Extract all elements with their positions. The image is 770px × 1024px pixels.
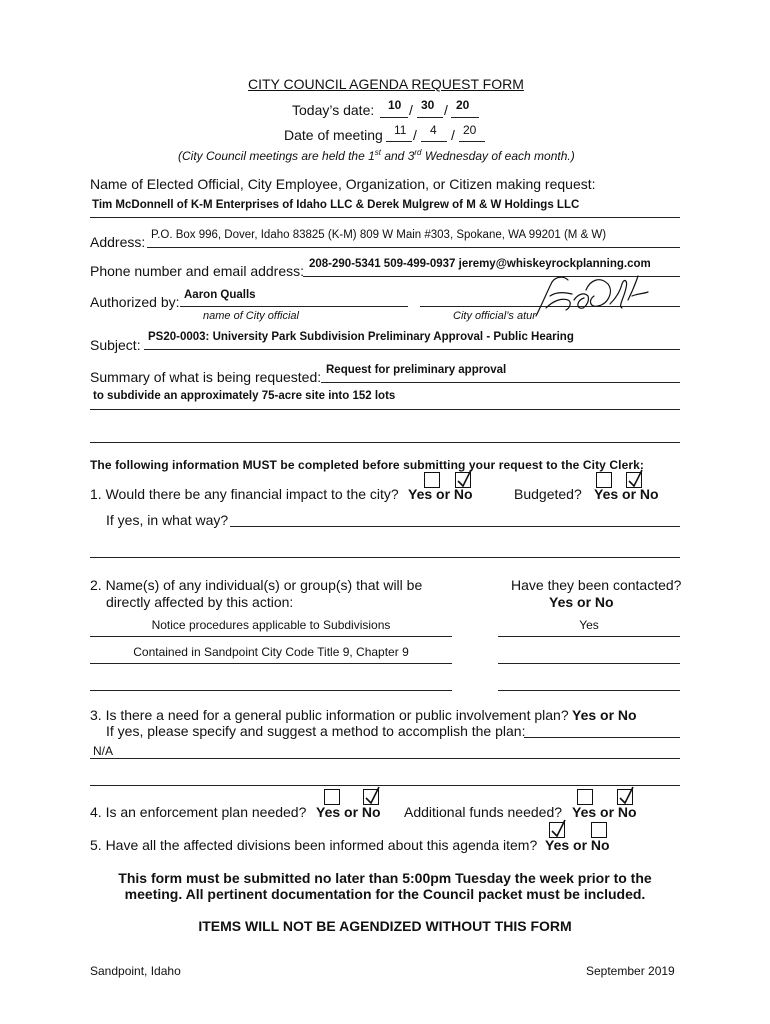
meeting-date-label: Date of meeting (284, 127, 383, 143)
q2-value-2: Contained in Sandpoint City Code Title 9, Chapter 9 (133, 645, 409, 659)
funds-yes-checkbox[interactable] (577, 789, 593, 805)
summary-value-2: to subdivide an approximately 75-acre site into 152 lots (93, 390, 396, 402)
official-signature-caption: City official’s atur (453, 310, 536, 322)
contacted-line-3[interactable] (498, 690, 680, 691)
meeting-day-line[interactable] (421, 141, 447, 142)
subject-label: Subject: (90, 337, 141, 353)
subject-value: PS20-0003: University Park Subdivision Preliminary Approval - Public Hearing (148, 331, 574, 343)
q1-yes-or-no: Yes or No (408, 486, 473, 502)
requester-line[interactable] (90, 217, 680, 218)
subject-line[interactable] (144, 349, 680, 350)
deadline-line-1: This form must be submitted no later than 5:00pm Tuesday the week prior to the (118, 870, 652, 886)
q3-line-3[interactable] (90, 785, 680, 786)
address-label: Address: (90, 234, 146, 250)
q4-yes-checkbox[interactable] (324, 789, 340, 805)
summary-line-3[interactable] (90, 442, 680, 443)
q2-question-line2: directly affected by this action: (106, 594, 294, 610)
summary-label: Summary of what is being requested: (90, 369, 322, 385)
meeting-day-value: 4 (430, 123, 437, 137)
q3-question-line1: 3. Is there a need for a general public information or public involvement plan? (90, 707, 569, 723)
q1-ifyes-label: If yes, in what way? (106, 512, 229, 528)
q4-yes-or-no: Yes or No (316, 804, 381, 820)
todays-year-value: 20 (456, 98, 470, 112)
q2-line-1[interactable] (90, 636, 452, 637)
meeting-month-value: 11 (394, 123, 407, 137)
funds-yes-or-no: Yes or No (572, 804, 637, 820)
todays-day-value: 30 (421, 98, 435, 112)
summary-value-1: Request for preliminary approval (326, 364, 507, 376)
date-slash: / (409, 102, 413, 118)
q3-question-line2: If yes, please specify and suggest a method to accomplish the plan: (106, 723, 526, 739)
todays-month-line[interactable] (380, 117, 408, 118)
meeting-year-line[interactable] (459, 141, 485, 142)
form-title: CITY COUNCIL AGENDA REQUEST FORM (248, 76, 524, 92)
footer-location: Sandpoint, Idaho (90, 964, 181, 978)
meeting-note: (City Council meetings are held the 1st and 3rd Wednesday of each month.) (178, 148, 575, 163)
todays-year-line[interactable] (451, 117, 479, 118)
deadline-line-2: meeting. All pertinent documentation for the Council packet must be included. (124, 886, 646, 902)
q4-no-checkbox[interactable] (363, 789, 379, 805)
warning-notice: ITEMS WILL NOT BE AGENDIZED WITHOUT THIS FORM (198, 918, 572, 934)
date-slash: / (444, 102, 448, 118)
q5-no-checkbox[interactable] (591, 822, 607, 838)
date-slash: / (451, 127, 455, 143)
q5-question: 5. Have all the affected divisions been informed about this agenda item? (90, 837, 538, 853)
address-value: P.O. Box 996, Dover, Idaho 83825 (K-M) 809 W Main #303, Spokane, WA 99201 (M & W) (151, 229, 607, 241)
footer-date: September 2019 (586, 964, 675, 978)
contacted-line-1[interactable] (498, 636, 680, 637)
contacted-value: Yes (579, 618, 599, 632)
q2-line-2[interactable] (90, 663, 452, 664)
q3-line-2[interactable] (90, 758, 680, 759)
q3-value: N/A (93, 744, 114, 758)
q2-question-line1: 2. Name(s) of any individual(s) or group(s) that will be (90, 577, 423, 593)
phone-label: Phone number and email address: (90, 263, 305, 279)
official-name-caption: name of City official (203, 310, 299, 322)
q5-yes-or-no: Yes or No (545, 837, 610, 853)
summary-line-2[interactable] (90, 409, 680, 410)
q1-ifyes-line-2[interactable] (90, 557, 680, 558)
q1-question: 1. Would there be any financial impact to the city? (90, 486, 399, 502)
signature-image (528, 270, 658, 324)
requester-label: Name of Elected Official, City Employee, Organization, or Citizen making request: (90, 176, 596, 192)
q3-line-1[interactable] (524, 737, 680, 738)
q2-value-1: Notice procedures applicable to Subdivisions (151, 618, 391, 632)
address-line[interactable] (147, 247, 680, 248)
contacted-yes-or-no: Yes or No (549, 594, 614, 610)
requester-value: Tim McDonnell of K-M Enterprises of Idaho LLC & Derek Mulgrew of M & W Holdings LLC (92, 199, 580, 211)
q5-yes-checkbox[interactable] (549, 822, 565, 838)
q2-line-3[interactable] (90, 690, 452, 691)
q3-yes-or-no: Yes or No (572, 707, 637, 723)
authorized-label: Authorized by: (90, 294, 180, 310)
authorized-name-line[interactable] (180, 306, 408, 307)
additional-funds-label: Additional funds needed? (404, 804, 563, 820)
funds-no-checkbox[interactable] (617, 789, 633, 805)
q1-ifyes-line[interactable] (230, 526, 680, 527)
todays-month-value: 10 (388, 98, 402, 112)
phone-value: 208-290-5341 509-499-0937 jeremy@whiskeyrockplanning.com (309, 258, 651, 270)
meeting-year-value: 20 (463, 123, 477, 137)
budgeted-label: Budgeted? (514, 486, 582, 502)
contacted-line-2[interactable] (498, 663, 680, 664)
budgeted-yes-or-no: Yes or No (594, 486, 659, 502)
authorized-value: Aaron Qualls (184, 289, 256, 301)
q4-question: 4. Is an enforcement plan needed? (90, 804, 307, 820)
todays-day-line[interactable] (417, 117, 443, 118)
summary-line-1[interactable] (321, 382, 680, 383)
todays-date-label: Today’s date: (292, 102, 375, 118)
date-slash: / (413, 127, 417, 143)
contacted-label: Have they been contacted? (511, 577, 682, 593)
must-complete-heading: The following information MUST be completed before submitting your request to the City Clerk: (90, 458, 644, 472)
meeting-month-line[interactable] (386, 141, 412, 142)
